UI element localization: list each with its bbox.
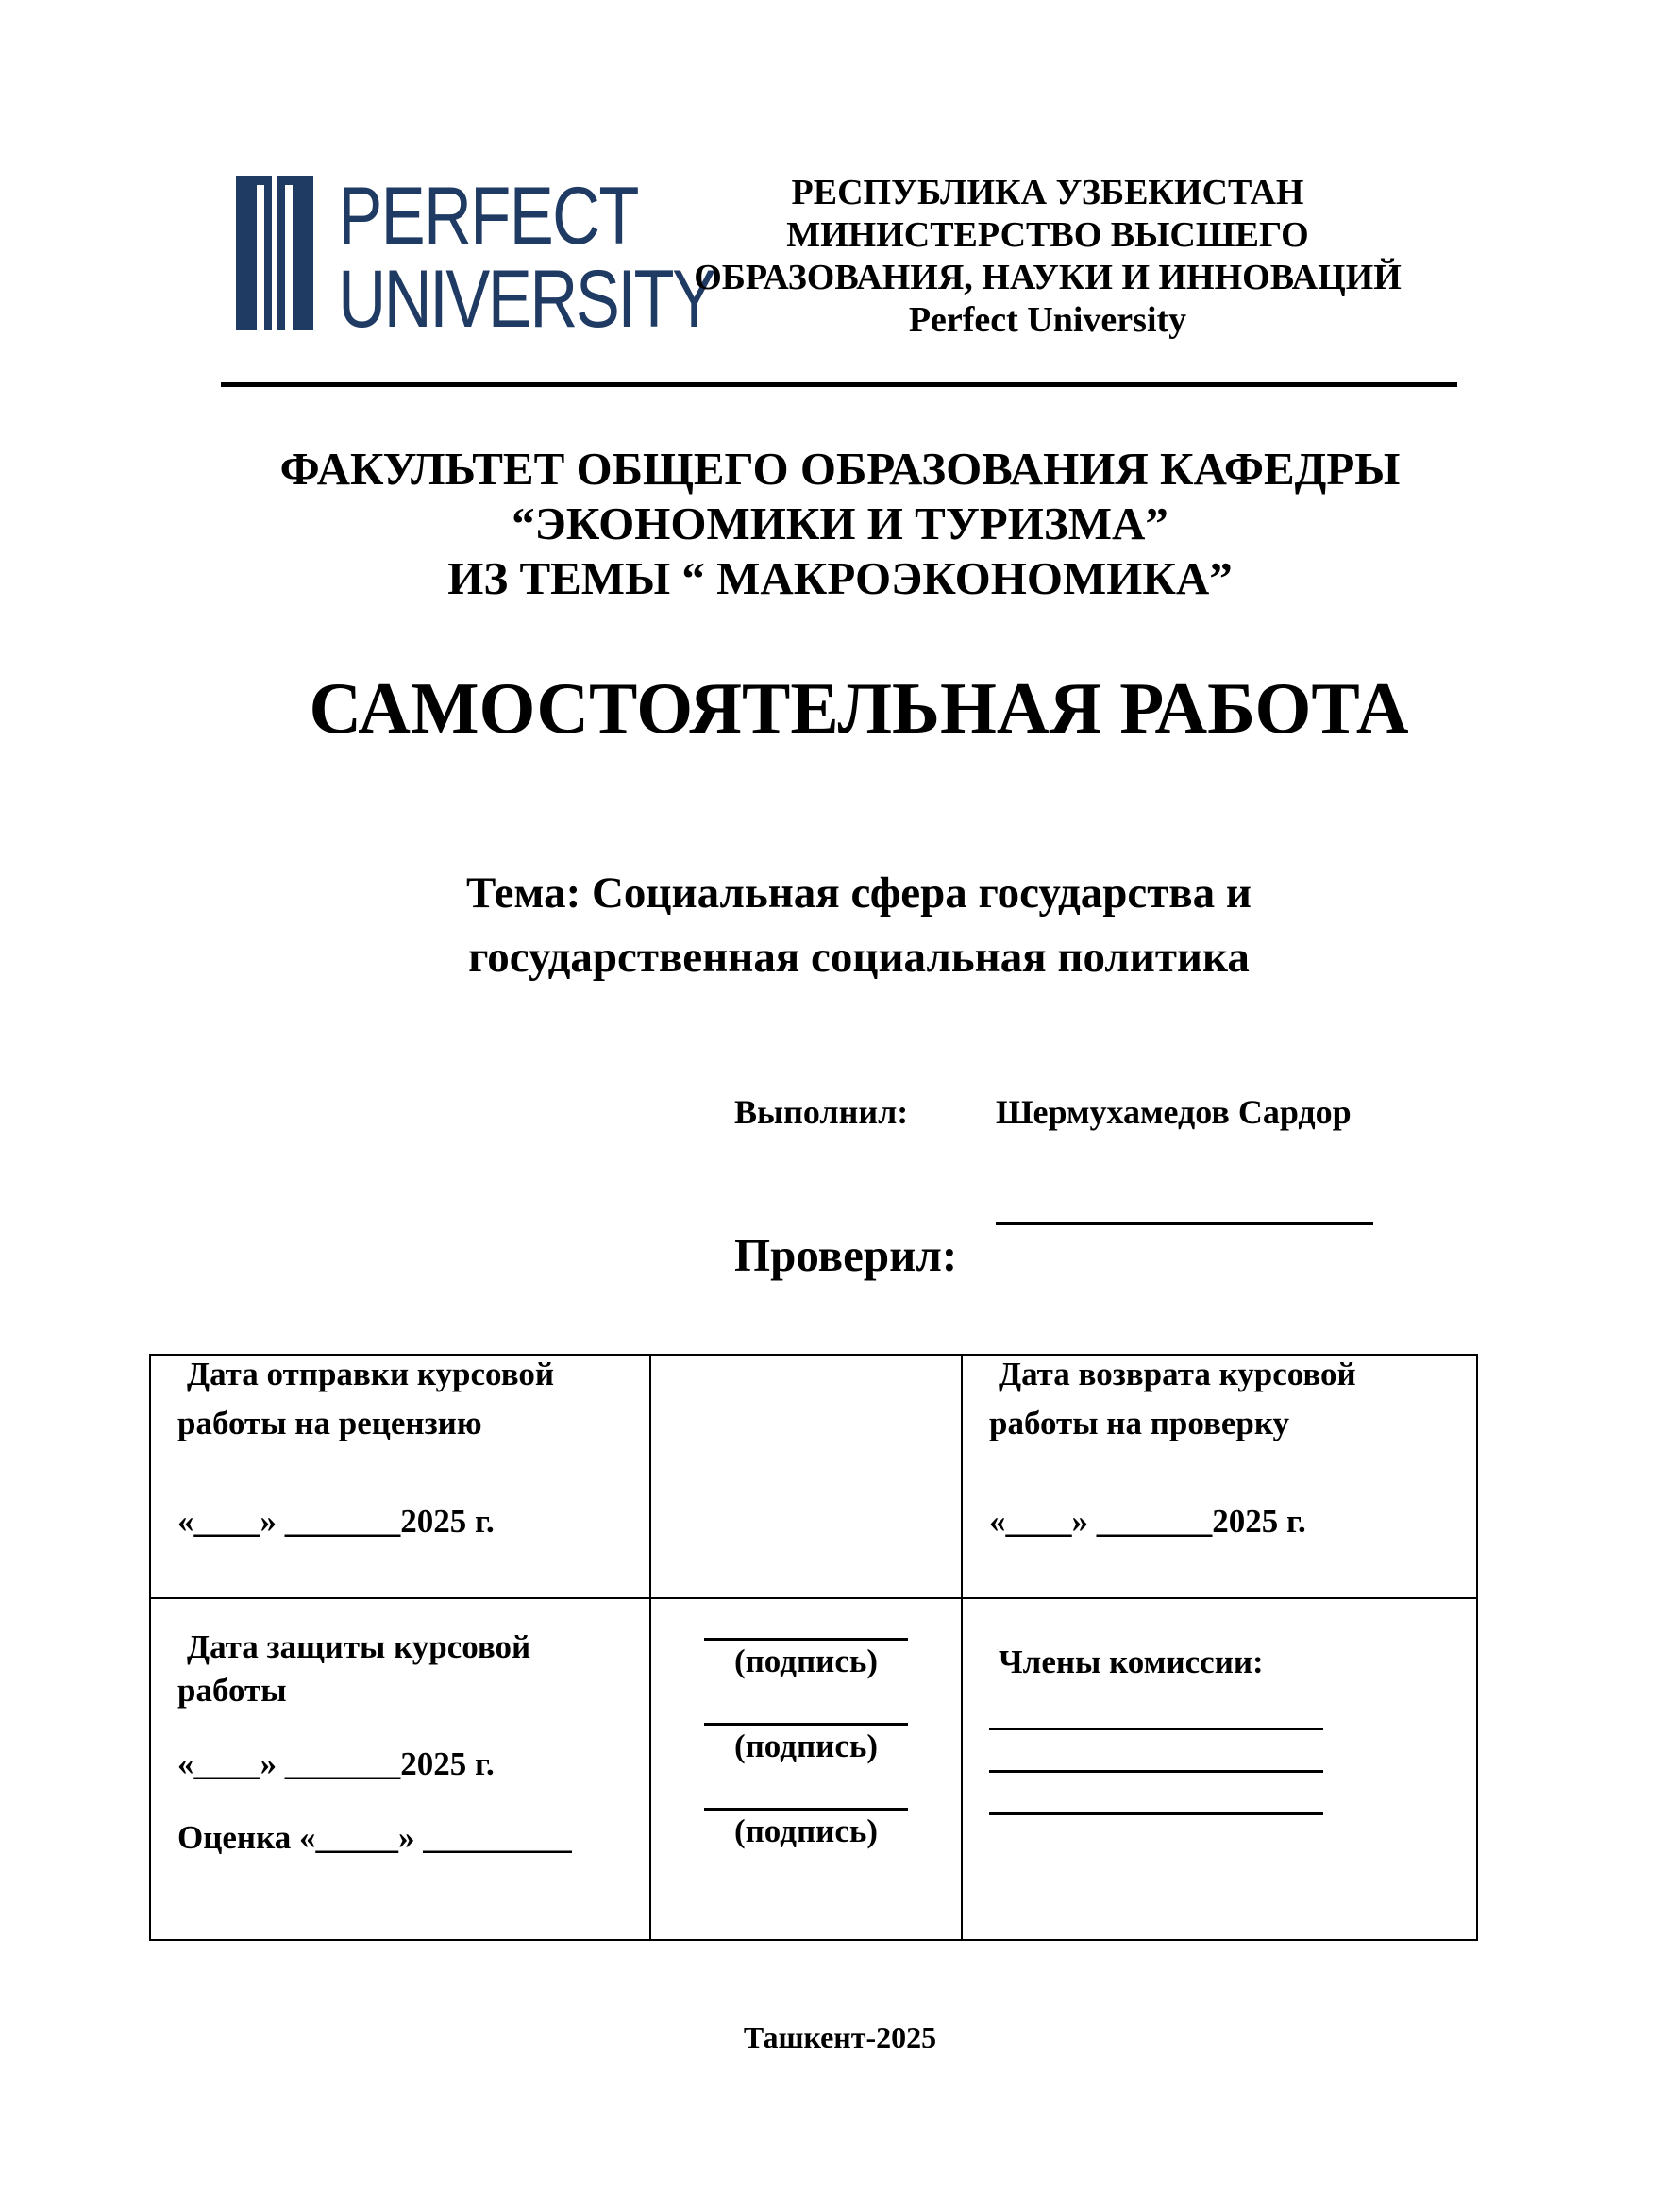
- return-review-line-2: работы на проверку: [989, 1405, 1290, 1441]
- completed-by-label: Выполнил:: [734, 1093, 909, 1131]
- defense-line-1: Дата защиты курсовой: [187, 1628, 531, 1665]
- send-review-date: «____» _______2025 г.: [177, 1503, 495, 1540]
- defense-cell: [177, 1626, 640, 1860]
- signature-line: [704, 1638, 908, 1641]
- faculty-block: [227, 442, 1453, 606]
- send-review-line-1: Дата отправки курсовой: [187, 1356, 555, 1392]
- commission-member-line: [989, 1812, 1323, 1815]
- signature-line: [704, 1723, 908, 1726]
- org-line-ministry: МИНИСТЕРСТВО ВЫСШЕГО: [786, 215, 1309, 255]
- header-divider: [221, 382, 1457, 387]
- student-name: Шермухамедов Сардор: [996, 1093, 1352, 1131]
- defense-line-2: работы: [177, 1672, 287, 1709]
- org-line-country: РЕСПУБЛИКА УЗБЕКИСТАН: [791, 173, 1304, 212]
- commission-label: Члены комиссии:: [999, 1643, 1264, 1680]
- commission-member-line: [989, 1728, 1323, 1730]
- checker-blank-line: [996, 1222, 1373, 1225]
- defense-date: «____» _______2025 г.: [177, 1745, 495, 1782]
- department-line: “ЭКОНОМИКИ И ТУРИЗМА”: [512, 497, 1168, 549]
- document-title: САМОСТОЯТЕЛЬНАЯ РАБОТА: [309, 667, 1409, 749]
- signature-label: (подпись): [733, 1643, 879, 1679]
- faculty-line: ФАКУЛЬТЕТ ОБЩЕГО ОБРАЗОВАНИЯ КАФЕДРЫ: [279, 443, 1401, 495]
- send-review-cell: [177, 1350, 640, 1546]
- send-review-line-2: работы на рецензию: [177, 1405, 482, 1441]
- city-year: Ташкент-2025: [743, 2020, 937, 2054]
- org-line-ministry-2: ОБРАЗОВАНИЯ, НАУКИ И ИННОВАЦИЙ: [694, 258, 1402, 297]
- commission-member-line: [989, 1770, 1323, 1773]
- org-line-university: Perfect University: [908, 300, 1187, 340]
- table-divider: [649, 1354, 651, 1941]
- defense-grade: Оценка «_____» _________: [177, 1819, 572, 1856]
- organization-header: [670, 172, 1425, 342]
- logo-university-text: UNIVERSITY: [338, 253, 714, 345]
- return-review-line-1: Дата возврата курсовой: [999, 1356, 1356, 1392]
- topic-line-1: Тема: Социальная сфера государства и: [465, 868, 1252, 918]
- return-review-cell: [989, 1350, 1470, 1546]
- logo-perfect-text: PERFECT: [338, 170, 638, 261]
- signature-label: (подпись): [733, 1728, 879, 1764]
- signature-label: (подпись): [733, 1812, 879, 1849]
- return-review-date: «____» _______2025 г.: [989, 1503, 1306, 1540]
- topic-block: [283, 861, 1435, 989]
- table-divider: [961, 1354, 963, 1941]
- signature-line: [704, 1808, 908, 1811]
- checked-by-label: Проверил:: [734, 1229, 958, 1281]
- subject-line: ИЗ ТЕМЫ “ МАКРОЭКОНОМИКА”: [447, 552, 1233, 604]
- university-logo: [236, 170, 714, 345]
- topic-line-2: государственная социальная политика: [468, 933, 1250, 982]
- table-divider: [149, 1597, 1478, 1599]
